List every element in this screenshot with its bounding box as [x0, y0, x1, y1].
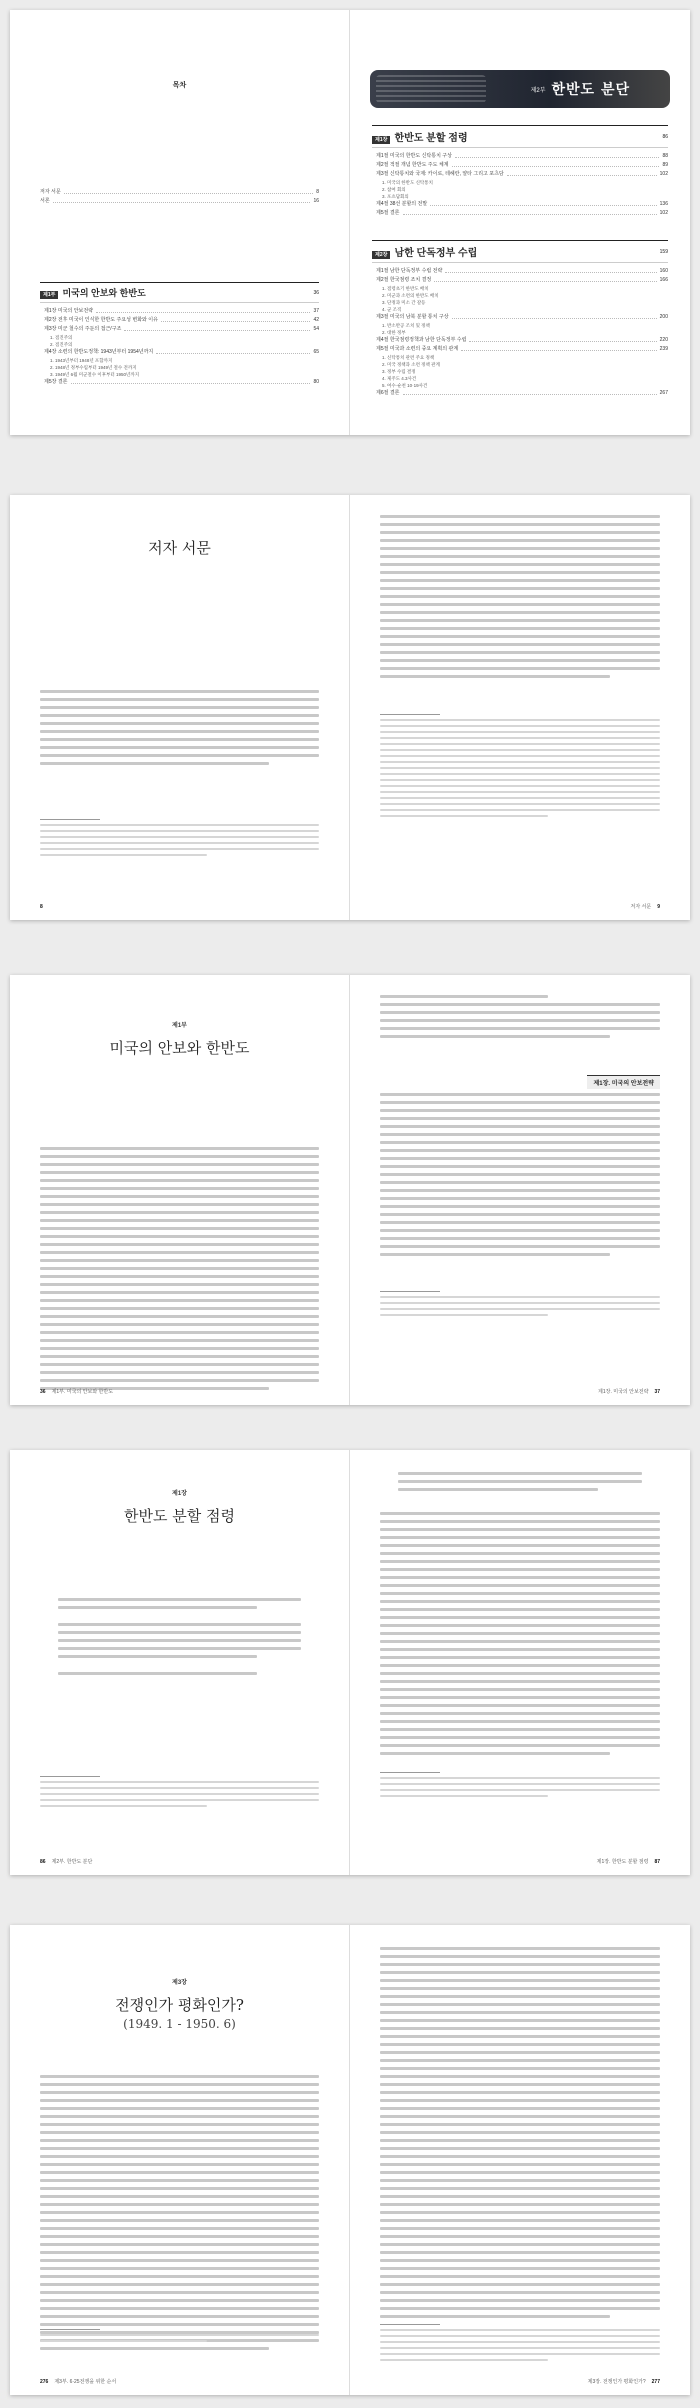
toc-subrow: 4. 군 조직 — [382, 307, 402, 312]
part1-spread — [10, 975, 690, 1405]
division-right-page — [350, 1450, 690, 1875]
toc-subrow: 3. 1949년 6월 미군철수 이후부터 1950년까지 — [50, 372, 140, 377]
toc-title: 목차 — [172, 82, 187, 89]
part1-tag: 제1부 — [172, 1023, 187, 1029]
division-right-quote — [380, 1472, 660, 1496]
toc-front-list — [40, 188, 319, 206]
epigraph-quotes — [40, 1598, 319, 1680]
part1-left-page — [10, 975, 350, 1405]
part1-title: 미국의 안보와 한반도 — [109, 1039, 250, 1057]
toc-subrow: 4. 제주도 4.3사건 — [382, 376, 417, 381]
toc-row[interactable]: 제1절 남한 단독정부 수립 전략 160 — [376, 268, 668, 274]
toc-subrow: 2. 점진주의 — [50, 342, 73, 347]
toc-spread — [10, 10, 690, 435]
division-title: 한반도 분할 점령 — [124, 1507, 235, 1525]
toc-subrow: 1. 미국의 한반도 신탁통치 — [382, 180, 433, 185]
toc-ch2-heading[interactable]: 제2장 남한 단독정부 수립 159 — [372, 240, 668, 263]
toc-row[interactable]: 제3절 미국의 남북 분할 통치 구상 200 — [376, 314, 668, 320]
part2-banner: 제2부 한반도 분단 — [370, 70, 670, 108]
section-body-text — [380, 1093, 660, 1261]
preface-footnotes-right — [380, 710, 660, 821]
toc-part1 — [40, 272, 319, 387]
preface-body-text-continued — [380, 515, 660, 683]
war-title: 전쟁인가 평화인가? — [115, 1996, 244, 2014]
toc-row[interactable]: 제1장 미국의 안보전략 37 — [44, 308, 319, 314]
preface-spread — [10, 495, 690, 920]
toc-row[interactable]: 제4절 한국점령정책과 남한 단독정부 수립 220 — [376, 337, 668, 343]
folio-right: 저자 서문 9 — [630, 903, 660, 910]
toc-row[interactable]: 제4절 38선 분할의 전말 136 — [376, 201, 668, 207]
toc-ch1-heading[interactable]: 제1장 한반도 분할 점령 86 — [372, 125, 668, 148]
toc-row[interactable]: 제1절 미국의 한반도 신탁통치 구상 88 — [376, 153, 668, 159]
toc-part2 — [372, 115, 668, 398]
toc-row[interactable]: 제5절 미국과 소련의 중요 계획의 관계 239 — [376, 346, 668, 352]
toc-part1-heading[interactable]: 제1부 미국의 안보와 한반도 36 — [40, 282, 319, 303]
war-footnotes-right — [380, 2320, 660, 2365]
toc-row[interactable]: 제2장 전후 미국이 인식한 한반도 주요성 변화와 이유 42 — [44, 317, 319, 323]
war-body-text-continued — [380, 1947, 660, 2323]
folio-left: 8 — [40, 904, 43, 910]
folio-left: 276 제3부. 6·25전쟁을 위한 순서 — [40, 2378, 117, 2385]
toc-subrow: 2. 1948년 정부수립부터 1949년 철수 전까지 — [50, 365, 137, 370]
part1-heading-block — [10, 1020, 349, 1058]
toc-subrow: 3. 정부 수립 결정 — [382, 369, 416, 374]
toc-left-page — [10, 10, 350, 435]
toc-right-page — [350, 10, 690, 435]
toc-subrow: 3. 포츠담회의 — [382, 194, 409, 199]
toc-row[interactable]: 제3절 신탁통치와 국제: 카이로, 테헤란, 얄타 그리고 포츠담 102 — [376, 171, 668, 177]
preface-right-page — [350, 495, 690, 920]
toc-subrow: 2. 미국 정책과 소련 정책 관계 — [382, 362, 440, 367]
folio-left: 36 제1부. 미국의 안보와 한반도 — [40, 1388, 114, 1395]
part1-body-text — [40, 1147, 319, 1395]
toc-row-intro[interactable]: 서론 16 — [40, 198, 319, 204]
war-footnotes — [40, 2325, 319, 2346]
toc-subrow: 5. 여수·순천 10·19사건 — [382, 383, 428, 388]
toc-subrow: 1. 신탁통치 관련 주요 정책 — [382, 355, 435, 360]
war-tag: 제3장 — [172, 1980, 187, 1986]
war-left-page — [10, 1925, 350, 2395]
division-body-text — [380, 1512, 660, 1760]
division-footnotes-right — [380, 1768, 660, 1801]
section-heading-box: 제1장. 미국의 안보전략 — [380, 1070, 660, 1089]
toc-subrow: 1. 점진주의 — [50, 335, 73, 340]
division-tag: 제1장 — [172, 1491, 187, 1497]
toc-row[interactable]: 제5절 결론 102 — [376, 210, 668, 216]
toc-subrow: 1. 점령초기 한반도 배치 — [382, 286, 429, 291]
flag-stripes-decoration — [376, 75, 486, 103]
part1-intro-text — [380, 995, 660, 1043]
preface-body-text — [40, 690, 319, 770]
toc-row-preface[interactable]: 저자 서문 8 — [40, 189, 319, 195]
war-heading-block — [10, 1977, 349, 2031]
toc-row[interactable]: 제5장 결론 80 — [44, 379, 319, 385]
toc-row[interactable]: 제2절 한국점령 조치 결정 166 — [376, 277, 668, 283]
division-footnotes — [40, 1772, 319, 1811]
part1-right-page — [350, 975, 690, 1405]
toc-subrow: 2. 참여 회의 — [382, 187, 406, 192]
toc-row[interactable]: 제2절 적절 개념 한반도 주도 체계 89 — [376, 162, 668, 168]
preface-left-page — [10, 495, 350, 920]
toc-subrow: 1. 반소반공 조치 및 정책 — [382, 323, 430, 328]
toc-row[interactable]: 제4장 소련의 한반도정책: 1943년부터 1954년까지 65 — [44, 349, 319, 355]
preface-title: 저자 서문 — [148, 539, 211, 557]
section-footnotes — [380, 1287, 660, 1320]
folio-right: 제1장. 한반도 분할 점령 87 — [596, 1858, 660, 1865]
war-body-text — [40, 2075, 319, 2355]
toc-subrow: 3. 단정과 미소 간 갈등 — [382, 300, 426, 305]
toc-row[interactable]: 제3장 미군 철수의 주둔의 접근/구조 54 — [44, 326, 319, 332]
toc-subrow: 2. 미군과 소련의 한반도 배치 — [382, 293, 439, 298]
division-left-page — [10, 1450, 350, 1875]
folio-right: 제3장. 전쟁인가 평화인가? 277 — [587, 2378, 660, 2385]
toc-subrow: 1. 1943년부터 1948년 포함까지 — [50, 358, 113, 363]
toc-row[interactable]: 제6절 결론 267 — [376, 390, 668, 396]
preface-footnotes — [40, 815, 319, 860]
division-heading-block — [10, 1488, 349, 1526]
toc-subrow: 2. 대한 정부 — [382, 330, 406, 335]
war-chapter-spread — [10, 1925, 690, 2395]
war-subtitle: (1949. 1 - 1950. 6) — [123, 2017, 236, 2031]
division-spread — [10, 1450, 690, 1875]
folio-right: 제1장. 미국의 안보전략 37 — [598, 1388, 660, 1395]
war-right-page — [350, 1925, 690, 2395]
folio-left: 86 제2부. 한반도 분단 — [40, 1858, 93, 1865]
